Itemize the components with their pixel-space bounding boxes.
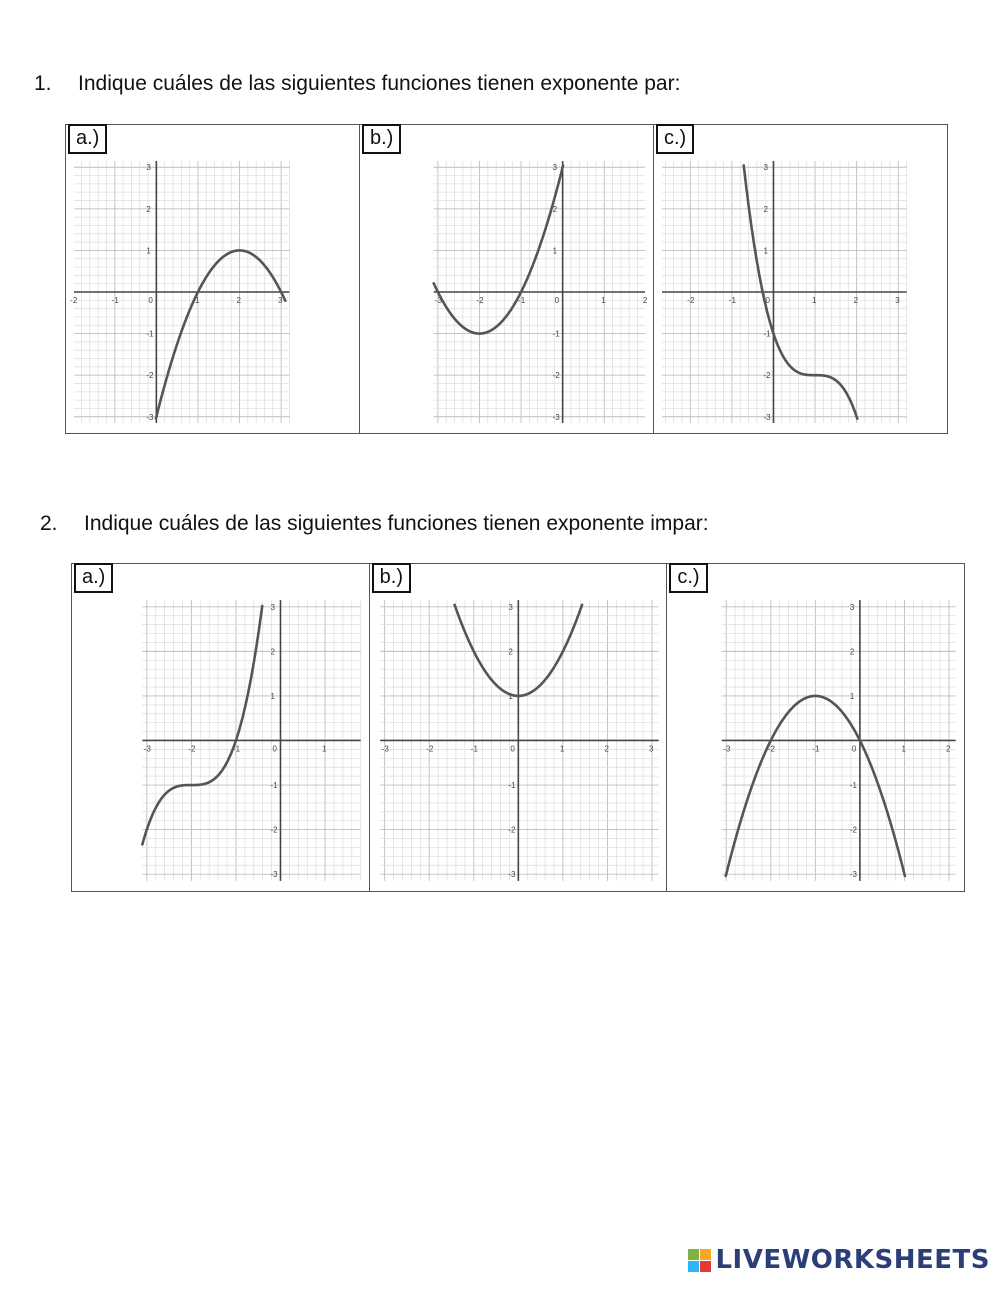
x-tick-label: -2 bbox=[768, 744, 776, 754]
x-tick-label: -2 bbox=[476, 296, 484, 305]
y-tick-label: -3 bbox=[270, 870, 278, 880]
y-tick-label: -3 bbox=[850, 870, 858, 880]
logo-square bbox=[700, 1261, 711, 1272]
x-tick-label: -2 bbox=[687, 296, 695, 305]
graph-row-2 bbox=[71, 563, 965, 892]
function-graph bbox=[360, 125, 653, 433]
x-tick-label: 2 bbox=[236, 296, 241, 305]
graph-row-1 bbox=[65, 124, 948, 434]
x-tick-label: -1 bbox=[518, 296, 526, 305]
y-tick-label: -3 bbox=[146, 412, 154, 422]
function-graph bbox=[654, 125, 947, 433]
graph-panel-1c[interactable] bbox=[653, 125, 947, 433]
question-2 bbox=[40, 512, 709, 536]
x-tick-label: 3 bbox=[648, 744, 654, 754]
y-tick-label: 2 bbox=[270, 647, 275, 657]
x-tick-label: 0 bbox=[852, 744, 857, 754]
panel-label: c.) bbox=[656, 124, 694, 154]
graph-panel-1b[interactable] bbox=[359, 125, 653, 433]
function-graph bbox=[72, 564, 369, 891]
y-tick-label: 1 bbox=[146, 246, 151, 256]
x-tick-label: 1 bbox=[559, 744, 565, 754]
graph-panel-2a[interactable] bbox=[72, 564, 369, 891]
y-tick-label: -2 bbox=[508, 825, 516, 835]
x-tick-label: 0 bbox=[272, 744, 277, 754]
logo-mark-icon bbox=[688, 1249, 711, 1272]
y-tick-label: -2 bbox=[552, 371, 560, 381]
y-tick-label: 1 bbox=[552, 246, 558, 256]
function-graph bbox=[667, 564, 964, 891]
x-tick-label: -1 bbox=[232, 744, 241, 754]
x-tick-label: -3 bbox=[723, 744, 731, 754]
x-tick-label: -2 bbox=[425, 744, 434, 754]
y-tick-label: 3 bbox=[146, 163, 151, 173]
question-text: Indique cuáles de las siguientes funciones tienen exponente impar: bbox=[84, 512, 709, 535]
y-tick-label: 1 bbox=[850, 691, 855, 701]
y-tick-label: -1 bbox=[146, 329, 154, 339]
x-tick-label: 0 bbox=[148, 296, 153, 305]
x-tick-label: 1 bbox=[601, 296, 606, 305]
x-tick-label: -1 bbox=[111, 296, 119, 305]
x-tick-label: -2 bbox=[188, 744, 196, 754]
graph-panel-2c[interactable] bbox=[666, 564, 964, 891]
y-tick-label: -1 bbox=[552, 329, 560, 339]
y-tick-label: 2 bbox=[508, 647, 513, 657]
x-tick-label: 2 bbox=[853, 296, 859, 305]
logo-square bbox=[688, 1249, 699, 1260]
question-number: 1. bbox=[34, 72, 52, 95]
y-tick-label: 1 bbox=[270, 691, 275, 701]
x-tick-label: -3 bbox=[381, 744, 389, 754]
panel-label: a.) bbox=[74, 563, 113, 593]
question-text: Indique cuáles de las siguientes funciones tienen exponente par: bbox=[78, 72, 681, 95]
y-tick-label: 3 bbox=[850, 602, 855, 612]
y-tick-label: 1 bbox=[763, 246, 768, 256]
y-tick-label: -3 bbox=[508, 870, 516, 880]
logo-square bbox=[688, 1261, 699, 1272]
x-tick-label: -1 bbox=[470, 744, 478, 754]
x-tick-label: -1 bbox=[812, 744, 820, 754]
y-tick-label: -2 bbox=[270, 825, 278, 835]
x-tick-label: -2 bbox=[70, 296, 78, 305]
graph-panel-1a[interactable] bbox=[66, 125, 359, 433]
panel-label: b.) bbox=[372, 563, 411, 593]
y-tick-label: -1 bbox=[508, 781, 516, 791]
x-tick-label: 0 bbox=[510, 744, 515, 754]
y-tick-label: -3 bbox=[552, 412, 560, 422]
brand-name: LIVEWORKSHEETS bbox=[715, 1245, 990, 1275]
y-tick-label: 2 bbox=[850, 647, 855, 657]
x-tick-label: 1 bbox=[812, 296, 817, 305]
x-tick-label: 2 bbox=[642, 296, 648, 305]
x-tick-label: 2 bbox=[604, 744, 609, 754]
function-curve bbox=[142, 606, 262, 844]
y-tick-label: -2 bbox=[850, 825, 858, 835]
y-tick-label: -2 bbox=[763, 371, 771, 381]
y-tick-label: 3 bbox=[763, 163, 768, 173]
x-tick-label: 2 bbox=[946, 744, 951, 754]
y-tick-label: -1 bbox=[270, 781, 278, 791]
y-tick-label: 2 bbox=[146, 204, 151, 214]
function-graph bbox=[370, 564, 667, 891]
x-tick-label: 0 bbox=[554, 296, 560, 305]
question-number: 2. bbox=[40, 512, 58, 535]
liveworksheets-logo bbox=[688, 1245, 990, 1275]
y-tick-label: 3 bbox=[508, 602, 513, 612]
y-tick-label: -3 bbox=[763, 412, 771, 422]
y-tick-label: -2 bbox=[146, 371, 154, 381]
x-tick-label: -1 bbox=[728, 296, 737, 305]
y-tick-label: 2 bbox=[763, 204, 768, 214]
y-tick-label: -1 bbox=[763, 329, 771, 339]
x-tick-label: -3 bbox=[434, 296, 443, 305]
panel-label: a.) bbox=[68, 124, 107, 154]
y-tick-label: 1 bbox=[508, 691, 513, 701]
x-tick-label: 3 bbox=[895, 296, 900, 305]
x-tick-label: -3 bbox=[143, 744, 151, 754]
panel-label: c.) bbox=[669, 563, 707, 593]
question-1 bbox=[34, 72, 680, 96]
x-tick-label: 1 bbox=[194, 296, 200, 305]
y-tick-label: 3 bbox=[270, 602, 275, 612]
x-tick-label: 3 bbox=[278, 296, 283, 305]
y-tick-label: 3 bbox=[552, 163, 558, 173]
panel-label: b.) bbox=[362, 124, 401, 154]
y-tick-label: -1 bbox=[850, 781, 858, 791]
logo-square bbox=[700, 1249, 711, 1260]
function-graph bbox=[66, 125, 359, 433]
graph-panel-2b[interactable] bbox=[369, 564, 667, 891]
x-tick-label: 1 bbox=[322, 744, 327, 754]
x-tick-label: 1 bbox=[901, 744, 907, 754]
x-tick-label: 0 bbox=[765, 296, 770, 305]
y-tick-label: 2 bbox=[552, 204, 558, 214]
